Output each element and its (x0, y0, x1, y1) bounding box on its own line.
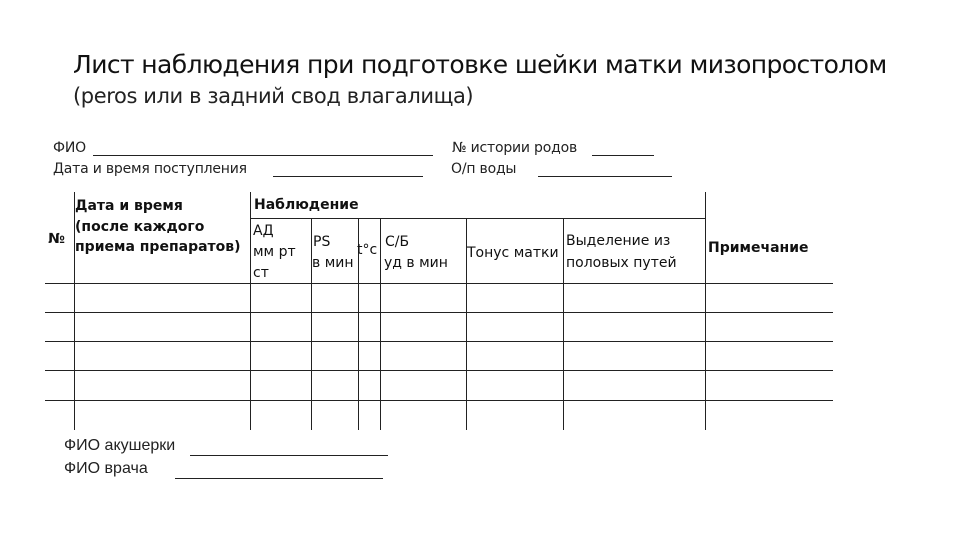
history-number-label: № истории родов (452, 140, 578, 156)
fio-label: ФИО (53, 140, 86, 156)
header-datetime-line3: приема препаратов) (75, 239, 241, 255)
waters-line[interactable] (538, 176, 672, 177)
admission-label: Дата и время поступления (53, 161, 247, 177)
header-discharge-line2: половых путей (566, 255, 677, 271)
sheet-subtitle: (peros или в задний свод влагалища) (73, 84, 474, 108)
table-hline (250, 218, 705, 219)
table-row[interactable] (45, 371, 833, 400)
admission-line[interactable] (273, 176, 423, 177)
table-row[interactable] (45, 401, 833, 430)
fio-line[interactable] (93, 155, 433, 156)
header-bp-line2: мм рт (253, 244, 296, 260)
header-note: Примечание (708, 240, 809, 256)
doctor-signature-line[interactable] (175, 478, 383, 479)
history-number-line[interactable] (592, 155, 654, 156)
midwife-signature-line[interactable] (190, 455, 388, 456)
header-bp-line1: АД (253, 223, 274, 239)
header-number: № (48, 231, 65, 247)
sheet-title: Лист наблюдения при подготовке шейки матки мизопростолом (73, 50, 887, 79)
header-ps-line2: в мин (312, 255, 354, 271)
header-discharge-line1: Выделение из (566, 233, 671, 249)
midwife-signature-label: ФИО акушерки (64, 437, 176, 454)
header-ps-line1: PS (313, 234, 331, 250)
header-fhr-line1: С/Б (385, 234, 410, 250)
header-bp-line3: ст (253, 265, 269, 281)
waters-label: О/п воды (451, 161, 517, 177)
doctor-signature-label: ФИО врача (64, 460, 148, 477)
header-datetime-line2: (после каждого (75, 219, 205, 235)
table-row[interactable] (45, 284, 833, 312)
header-observation-group: Наблюдение (254, 197, 359, 213)
table-row[interactable] (45, 313, 833, 341)
table-row[interactable] (45, 342, 833, 370)
header-fhr-line2: уд в мин (384, 255, 448, 271)
header-datetime-line1: Дата и время (75, 198, 183, 214)
header-temp: t°c (357, 242, 378, 258)
header-uterine-tone: Тонус матки (467, 245, 559, 261)
